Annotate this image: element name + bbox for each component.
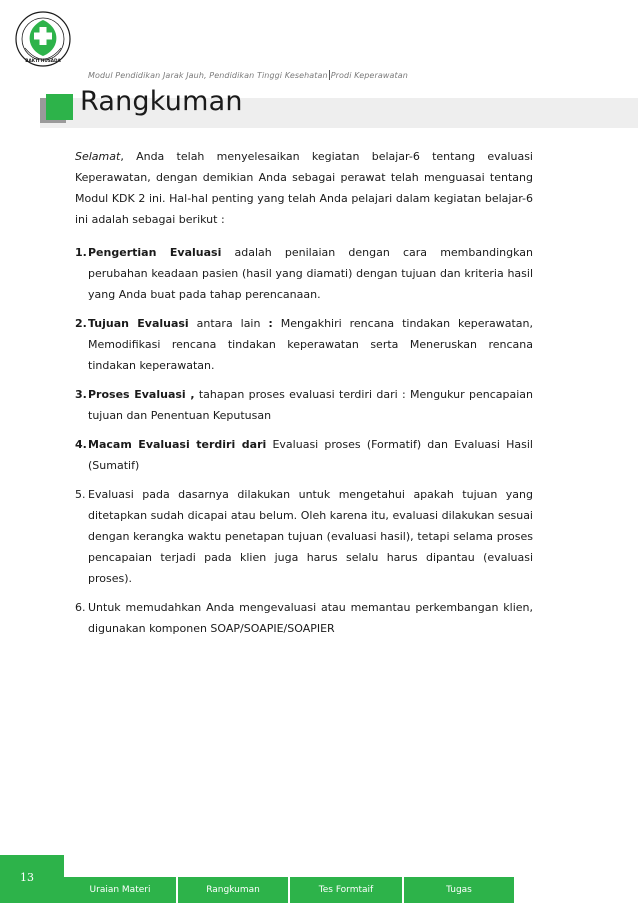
bakti-husada-emblem-icon: [14, 10, 72, 68]
nav-uraian-materi[interactable]: Uraian Materi: [64, 877, 176, 903]
list-text: Mengakhiri rencana tindakan keperawatan, Memodifikasi rencana tindakan keperawatan serta Meneruskan rencana tindakan keperawatan.: [88, 317, 534, 372]
list-item: [75, 597, 533, 639]
footer-nav: [64, 877, 514, 903]
intro-text: , Anda telah menyelesaikan kegiatan belajar-6 tentang evaluasi Keperawatan, dengan demikian Anda sebagai perawat telah menguasai tentang Modul KDK 2 ini. Hal-hal penting yang telah Anda pelajari dalam kegiatan belajar-6 ini adalah sebagai berikut :: [75, 150, 533, 226]
running-header-module: Modul Pendidikan Jarak Jauh, Pendidikan Tinggi Kesehatan: [88, 71, 328, 80]
list-term: Proses Evaluasi ,: [88, 388, 195, 401]
list-number: 6.: [75, 601, 86, 614]
page-title: Rangkuman: [80, 86, 243, 117]
nav-tes-formatif[interactable]: Tes Formtaif: [288, 877, 402, 903]
list-number: 5.: [75, 488, 86, 501]
list-item: [75, 384, 533, 426]
nav-tugas[interactable]: Tugas: [402, 877, 514, 903]
list-text: Untuk memudahkan Anda mengevaluasi atau memantau perkembangan klien, digunakan komponen SOAP/SOAPIE/SOAPIER: [88, 601, 533, 635]
running-header-prodi: Prodi Keperawatan: [330, 71, 408, 80]
list-text: adalah penilaian dengan cara membandingkan perubahan keadaan pasien (hasil yang diamati) dengan tujuan dan kriteria hasil yang Anda buat pada tahap perencanaan.: [88, 246, 533, 301]
list-mid: antara lain: [188, 317, 269, 330]
title-square-green: [46, 94, 73, 120]
header-divider: [329, 70, 330, 80]
list-number: 4.: [75, 438, 87, 451]
list-number: 2.: [75, 317, 87, 330]
list-item: [75, 242, 533, 305]
list-item: [75, 434, 533, 476]
list-text: Evaluasi proses (Formatif) dan Evaluasi Hasil (Sumatif): [88, 438, 533, 472]
list-colon: :: [268, 317, 273, 330]
svg-text:BAKTI HUSADA: BAKTI HUSADA: [25, 58, 61, 63]
intro-paragraph: [75, 146, 533, 230]
list-item: [75, 484, 533, 589]
running-header: [88, 70, 408, 80]
list-term: Macam Evaluasi terdiri dari: [88, 438, 267, 451]
intro-lead: Selamat: [75, 150, 121, 163]
list-number: 1.: [75, 246, 87, 259]
list-term: Tujuan Evaluasi: [88, 317, 189, 330]
nav-rangkuman[interactable]: Rangkuman: [176, 877, 288, 903]
summary-list: [75, 242, 533, 639]
list-item: [75, 313, 533, 376]
summary-content: [75, 146, 533, 647]
list-number: 3.: [75, 388, 87, 401]
list-term: Pengertian Evaluasi: [88, 246, 222, 259]
list-text: Evaluasi pada dasarnya dilakukan untuk mengetahui apakah tujuan yang ditetapkan sudah dicapai atau belum. Oleh karena itu, evaluasi dilakukan sesuai dengan kerangka waktu penetapan tujuan (evaluasi hasil), tetapi selama proses pencapaian terjadi pada klien juga harus selalu harus dipantau (evaluasi proses).: [88, 488, 533, 585]
list-text: tahapan proses evaluasi terdiri dari : Mengukur pencapaian tujuan dan Penentuan Keputusan: [88, 388, 533, 422]
page-number: 13: [20, 871, 34, 884]
